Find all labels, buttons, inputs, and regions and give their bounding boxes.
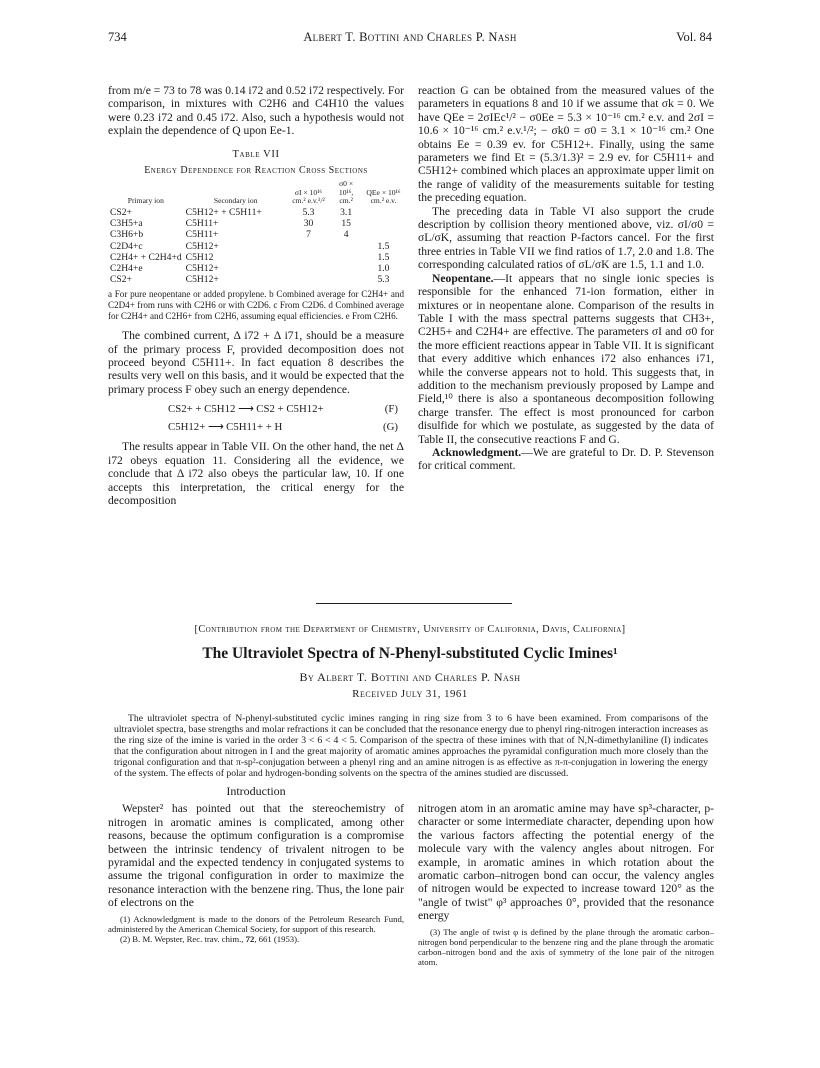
table-row	[108, 274, 404, 285]
table-cell: 15	[341, 218, 351, 230]
paragraph	[418, 446, 714, 473]
paragraph: reaction G can be obtained from the measured values of the parameters in equations 8 and 10 if we assume that σk = 0. We have QEe = 2σIEc¹/² − σ0Ee = 5.3 × 10⁻¹⁶ cm.² e.v. and 2σI = 10.6 × 10⁻¹⁶ cm.² e.v.¹/²; − σk0 = σ0 = 3.1 × 10⁻¹⁶ cm.² One obtains Ee = 0.39 ev. for C5H12+. Finally, using the same parameters we find Et = (5.3/1.3)² = 2.9 ev. for C5H11+ and C5H12+ combined which places an approximate upper limit on the range of validity of the measurements suitable for testing the preceding equation.	[418, 84, 714, 205]
table-row	[108, 263, 404, 274]
table-cell	[329, 241, 363, 252]
table-cell	[363, 229, 404, 240]
table-cell: C5H12	[185, 251, 214, 263]
table-subtitle: Energy Dependence for Reaction Cross Sections	[144, 165, 368, 177]
table-footnote: a For pure neopentane or added propylene. b Combined average for C2H4+ and C2D4+ from runs with C2H6 or with C2D6. c From C2D6. d Combined average for C2H4+ and C2H6+ from C2H6, assuming equal efficiencies. e From C2H6.	[108, 289, 404, 321]
table-vii	[108, 180, 404, 285]
paragraph: from m/e = 73 to 78 was 0.14 i72 and 0.52 i72 respectively. For comparison, in mixtures with C2H6 and C4H10 the values were 0.23 i72 and 0.45 i72. Also, such a hypothesis would not explain the dependence of Q upon Ee-1.	[108, 84, 404, 138]
table-cell: 5.3	[377, 274, 390, 286]
table-cell: 1.5	[377, 251, 390, 263]
table-cell: C5H11+	[185, 218, 219, 230]
column-header: σ0 × 10¹⁶, cm.²	[338, 179, 354, 205]
table-row	[108, 218, 404, 229]
paragraph: The results appear in Table VII. On the other hand, the net Δ i72 obeys equation 11. Considering all the evidence, we conclude that Δ i72 also obeys the particular law, 10. If one accepts this interpretation, the critical energy for the decomposition	[108, 440, 404, 507]
table-cell	[288, 263, 330, 274]
received-date: Received July 31, 1961	[352, 688, 468, 700]
section-runin-heading: Neopentane.	[432, 271, 494, 285]
table-cell	[363, 218, 404, 229]
table-cell: 1.0	[377, 263, 390, 275]
equation-g	[108, 420, 404, 434]
paragraph	[418, 272, 714, 446]
table-cell: C3H5+a	[110, 218, 143, 230]
table-cell	[329, 252, 363, 263]
contribution-line: [Contribution from the Department of Chemistry, University of California, Davis, California]	[194, 624, 626, 635]
table-cell	[329, 263, 363, 274]
right-column-upper	[418, 84, 714, 473]
column-header: QEe × 10¹⁶ cm.² e.v.	[366, 187, 401, 205]
table-cell: CS2+	[110, 207, 132, 219]
equation-f	[108, 402, 404, 416]
table-row	[108, 229, 404, 240]
page-number: 734	[108, 30, 127, 44]
table-cell: 7	[306, 229, 311, 241]
table-cell: C2H4+ + C2H4+d	[110, 251, 182, 263]
table-cell: 30	[303, 218, 314, 230]
table-cell: C2D4+c	[110, 240, 143, 252]
footnote: (2) B. M. Wepster, Rec. trav. chim., 72, 661 (1953).	[120, 934, 300, 945]
table-title: Table VII	[232, 148, 280, 160]
article-title: The Ultraviolet Spectra of N-Phenyl-substituted Cyclic Imines¹	[202, 645, 618, 662]
table-cell: 3.1	[340, 207, 353, 219]
table-cell	[329, 274, 363, 285]
table-row	[108, 252, 404, 263]
equation-text: C5H12+ ⟶ C5H11+ + H	[168, 421, 283, 434]
paragraph: Wepster² has pointed out that the stereochemistry of nitrogen in aromatic amines is complicated, among other reasons, because the optimum configuration is a compromise between the intrinsic tendency of trivalent nitrogen to be pyramidal and the expected tendency in conjugated systems to assume the trigonal configuration in order to maximize the resonance interaction with the benzene ring. Thus, the lone pair of electrons on the	[108, 802, 404, 910]
table-cell: C3H6+b	[110, 229, 144, 241]
table-cell: 5.3	[302, 207, 315, 219]
table-cell: C5H12+	[185, 263, 219, 275]
abstract: The ultraviolet spectra of N-phenyl-substituted cyclic imines ranging in ring size from 3 to 6 have been examined. From comparisons of the ultraviolet spectra, base strengths and molar refractions it can be concluded that the resonance energy due to phenyl ring-nitrogen interaction increases as the ring size of the imine is varied in the order 3 < 6 < 4 < 5. Comparison of the spectra of these imines with that of N,N-dimethylaniline (I) indicates that the configuration about nitrogen in I and the great majority of aromatic amines approaches the pyramidal configuration much more closely than the trigonal configuration and that π-sp²-conjugation between a phenyl ring and an amine nitrogen is as effective as π-π-conjugation in lowering the energy of the system. The effects of polar and hydrogen-bonding solvents on the spectra of the amines studied are discussed.	[114, 713, 708, 780]
column-header: σI × 10¹⁶ cm.² e.v.¹/²	[292, 187, 325, 205]
paragraph-text: —We are grateful to Dr. D. P. Stevenson for critical comment.	[418, 445, 714, 473]
table-cell: CS2+	[110, 274, 132, 286]
paragraph: The preceding data in Table VI also support the crude description by collision theory mentioned above, viz. σI/σ0 = σL/σK, assuming that reaction P-factors cancel. For the first three entries in Table VII we find ratios of 1.7, 2.0 and 1.8. The corresponding calculated ratios of σL/σK are 1.5, 1.1 and 1.0.	[418, 204, 714, 272]
table-cell: 4	[343, 229, 349, 241]
section-runin-heading: Acknowledgment.	[432, 445, 522, 459]
running-header	[108, 30, 712, 50]
left-column-upper	[108, 84, 404, 507]
table-cell: C5H12+	[185, 274, 219, 286]
equation-label: (G)	[383, 421, 398, 434]
running-authors: Albert T. Bottini and Charles P. Nash	[303, 30, 517, 44]
column-header: Secondary ion	[213, 195, 258, 205]
table-cell: 1.5	[377, 240, 390, 252]
table-cell	[288, 241, 330, 252]
table-row	[108, 207, 404, 218]
table-cell	[288, 252, 330, 263]
table-cell: C2H4+e	[110, 263, 143, 275]
paragraph: The combined current, Δ i72 + Δ i71, should be a measure of the primary process F, provided decomposition does not proceed beyond C5H11+. In fact equation 8 describes the results very well on this basis, and it would be expected that the primary process F obey such an energy dependence.	[108, 329, 404, 396]
section-divider	[316, 603, 512, 604]
column-header: Primary ion	[127, 195, 164, 205]
footnotes	[108, 914, 404, 945]
table-header-row	[108, 180, 404, 207]
footnotes	[418, 927, 714, 968]
footnote: (3) The angle of twist φ is defined by the plane through the aromatic carbon–nitrogen bond perpendicular to the benzene ring and the plane through the aromatic carbon–nitrogen bond and the axis of symmetry of the lone pair of the nitrogen atom.	[418, 926, 714, 968]
section-heading: Introduction	[226, 784, 286, 798]
byline: By Albert T. Bottini and Charles P. Nash	[299, 670, 521, 684]
table-cell	[288, 274, 330, 285]
table-cell: C5H11+	[185, 229, 219, 241]
equation-label: (F)	[384, 403, 398, 416]
equation-text: CS2+ + C5H12 ⟶ CS2 + C5H12+	[168, 403, 324, 416]
table-cell: C5H12+ + C5H11+	[185, 207, 262, 219]
paragraph: nitrogen atom in an aromatic amine may have sp³-character, p-character or some intermediate character, depending upon how the various factors affecting the potential energy of the molecule vary with the valency angles about nitrogen. For example, in aromatic amines in which rotation about the aromatic carbon–nitrogen bond can occur, the valency angles of nitrogen would be expected to increase toward 120° as the "angle of twist" φ³ approaches 0°, provided that the resonance energy	[418, 802, 714, 923]
table-row	[108, 241, 404, 252]
left-column-lower	[108, 785, 404, 944]
volume-number: Vol. 84	[676, 30, 712, 44]
footnote-volume: 72	[245, 934, 255, 945]
right-column-lower	[418, 802, 714, 967]
paragraph-text: —It appears that no single ionic species is responsible for the enhanced 71-ion formation, either in mixtures or in neopentane alone. Comparison of the results in Table I with the mass spectral patterns suggests that CH3+, C2H5+ and C2H4+ are effective. The parameters σI and σ0 for the more efficient reactions appear in Table VII. It is significant that every additive which enhances i72 also enhances i71, while the converse appears not to hold. This suggests that, in addition to the mechanism previously proposed by Lampe and Field,¹⁰ there is also a spontaneous decomposition following charge transfer. The effect is most pronounced for carbon disulfide for which we postulate, as suggested by the data of Table II, the consecutive reactions F and G.	[418, 271, 714, 446]
footnote: (1) Acknowledgment is made to the donors of the Petroleum Research Fund, administered by the American Chemical Society, for support of this research.	[108, 913, 404, 934]
table-cell	[363, 207, 404, 218]
table-cell: C5H12+	[185, 240, 219, 252]
